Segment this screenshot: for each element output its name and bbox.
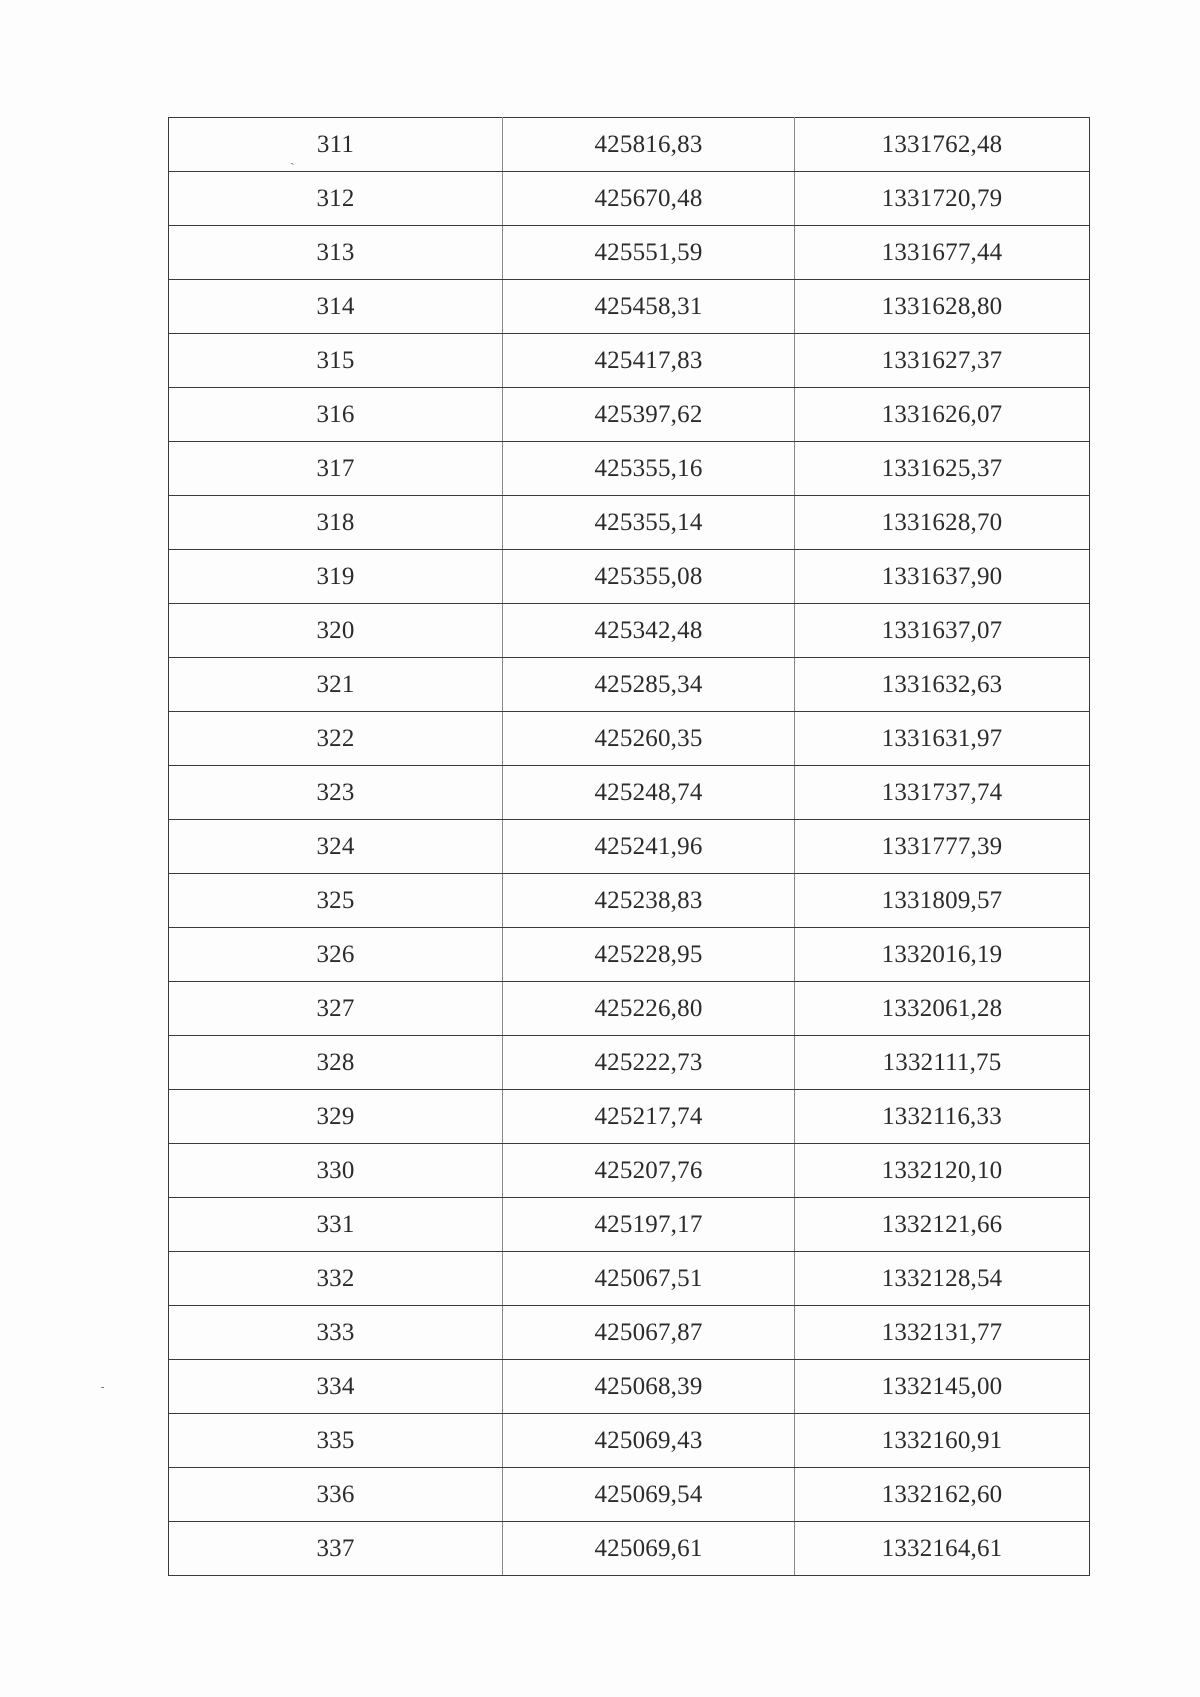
x-coordinate-cell: 425222,73 [503, 1036, 795, 1090]
point-number-cell: 326 [169, 928, 503, 982]
y-coordinate-cell: 1332121,66 [795, 1198, 1090, 1252]
table-row [169, 1036, 1090, 1090]
table-row [169, 1360, 1090, 1414]
y-coordinate-cell: 1332160,91 [795, 1414, 1090, 1468]
y-coordinate-cell: 1332016,19 [795, 928, 1090, 982]
table-row [169, 334, 1090, 388]
point-number-cell: 311 [169, 118, 503, 172]
table-row [169, 442, 1090, 496]
point-number-cell: 320 [169, 604, 503, 658]
point-number-cell: 312 [169, 172, 503, 226]
x-coordinate-cell: 425069,61 [503, 1522, 795, 1576]
y-coordinate-cell: 1331626,07 [795, 388, 1090, 442]
x-coordinate-cell: 425228,95 [503, 928, 795, 982]
x-coordinate-cell: 425241,96 [503, 820, 795, 874]
point-number-cell: 331 [169, 1198, 503, 1252]
table-row [169, 496, 1090, 550]
x-coordinate-cell: 425238,83 [503, 874, 795, 928]
point-number-cell: 313 [169, 226, 503, 280]
point-number-cell: 319 [169, 550, 503, 604]
x-coordinate-cell: 425355,14 [503, 496, 795, 550]
y-coordinate-cell: 1332145,00 [795, 1360, 1090, 1414]
x-coordinate-cell: 425670,48 [503, 172, 795, 226]
x-coordinate-cell: 425226,80 [503, 982, 795, 1036]
y-coordinate-cell: 1332061,28 [795, 982, 1090, 1036]
table-row [169, 226, 1090, 280]
x-coordinate-cell: 425068,39 [503, 1360, 795, 1414]
x-coordinate-cell: 425355,16 [503, 442, 795, 496]
y-coordinate-cell: 1331737,74 [795, 766, 1090, 820]
y-coordinate-cell: 1331632,63 [795, 658, 1090, 712]
y-coordinate-cell: 1331628,80 [795, 280, 1090, 334]
y-coordinate-cell: 1331628,70 [795, 496, 1090, 550]
coordinates-table-body [169, 118, 1090, 1576]
point-number-cell: 329 [169, 1090, 503, 1144]
x-coordinate-cell: 425551,59 [503, 226, 795, 280]
table-row [169, 1522, 1090, 1576]
x-coordinate-cell: 425197,17 [503, 1198, 795, 1252]
x-coordinate-cell: 425069,54 [503, 1468, 795, 1522]
y-coordinate-cell: 1331762,48 [795, 118, 1090, 172]
point-number-cell: 318 [169, 496, 503, 550]
x-coordinate-cell: 425397,62 [503, 388, 795, 442]
x-coordinate-cell: 425067,51 [503, 1252, 795, 1306]
point-number-cell: 327 [169, 982, 503, 1036]
point-number-cell: 322 [169, 712, 503, 766]
y-coordinate-cell: 1332131,77 [795, 1306, 1090, 1360]
table-row [169, 1468, 1090, 1522]
table-row [169, 874, 1090, 928]
table-row [169, 712, 1090, 766]
point-number-cell: 337 [169, 1522, 503, 1576]
y-coordinate-cell: 1331677,44 [795, 226, 1090, 280]
y-coordinate-cell: 1332128,54 [795, 1252, 1090, 1306]
table-row [169, 1306, 1090, 1360]
point-number-cell: 316 [169, 388, 503, 442]
x-coordinate-cell: 425207,76 [503, 1144, 795, 1198]
point-number-cell: 325 [169, 874, 503, 928]
y-coordinate-cell: 1332162,60 [795, 1468, 1090, 1522]
y-coordinate-cell: 1331637,90 [795, 550, 1090, 604]
y-coordinate-cell: 1331631,97 [795, 712, 1090, 766]
point-number-cell: 323 [169, 766, 503, 820]
y-coordinate-cell: 1332116,33 [795, 1090, 1090, 1144]
x-coordinate-cell: 425458,31 [503, 280, 795, 334]
x-coordinate-cell: 425342,48 [503, 604, 795, 658]
point-number-cell: 317 [169, 442, 503, 496]
x-coordinate-cell: 425248,74 [503, 766, 795, 820]
point-number-cell: 334 [169, 1360, 503, 1414]
x-coordinate-cell: 425260,35 [503, 712, 795, 766]
table-row [169, 1414, 1090, 1468]
x-coordinate-cell: 425217,74 [503, 1090, 795, 1144]
table-row [169, 1198, 1090, 1252]
scan-mark: ˏ [290, 151, 295, 166]
table-row [169, 388, 1090, 442]
table-row [169, 766, 1090, 820]
table-row [169, 928, 1090, 982]
table-row [169, 1144, 1090, 1198]
scan-dot [101, 1387, 104, 1388]
y-coordinate-cell: 1331777,39 [795, 820, 1090, 874]
x-coordinate-cell: 425816,83 [503, 118, 795, 172]
point-number-cell: 333 [169, 1306, 503, 1360]
table-row [169, 118, 1090, 172]
table-row [169, 658, 1090, 712]
point-number-cell: 336 [169, 1468, 503, 1522]
point-number-cell: 335 [169, 1414, 503, 1468]
point-number-cell: 332 [169, 1252, 503, 1306]
point-number-cell: 314 [169, 280, 503, 334]
point-number-cell: 330 [169, 1144, 503, 1198]
x-coordinate-cell: 425069,43 [503, 1414, 795, 1468]
x-coordinate-cell: 425067,87 [503, 1306, 795, 1360]
point-number-cell: 324 [169, 820, 503, 874]
coordinates-table [168, 117, 1090, 1576]
table-row [169, 1252, 1090, 1306]
table-row [169, 280, 1090, 334]
y-coordinate-cell: 1331627,37 [795, 334, 1090, 388]
table-row [169, 550, 1090, 604]
y-coordinate-cell: 1331720,79 [795, 172, 1090, 226]
x-coordinate-cell: 425355,08 [503, 550, 795, 604]
table-row [169, 820, 1090, 874]
x-coordinate-cell: 425285,34 [503, 658, 795, 712]
point-number-cell: 328 [169, 1036, 503, 1090]
point-number-cell: 315 [169, 334, 503, 388]
table-row [169, 172, 1090, 226]
table-row [169, 604, 1090, 658]
y-coordinate-cell: 1332164,61 [795, 1522, 1090, 1576]
x-coordinate-cell: 425417,83 [503, 334, 795, 388]
y-coordinate-cell: 1331625,37 [795, 442, 1090, 496]
table-row [169, 982, 1090, 1036]
table-row [169, 1090, 1090, 1144]
y-coordinate-cell: 1332120,10 [795, 1144, 1090, 1198]
y-coordinate-cell: 1331637,07 [795, 604, 1090, 658]
point-number-cell: 321 [169, 658, 503, 712]
y-coordinate-cell: 1332111,75 [795, 1036, 1090, 1090]
y-coordinate-cell: 1331809,57 [795, 874, 1090, 928]
